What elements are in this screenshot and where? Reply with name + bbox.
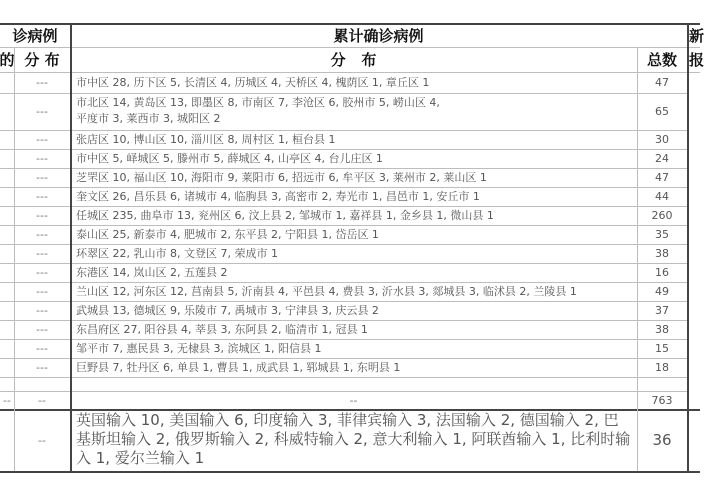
row-total: 260 [651,209,673,222]
h-rule [0,130,687,131]
row-left-distribution: --- [36,228,48,241]
row-total: 38 [655,323,669,336]
header-right-stub: 报 [689,51,704,69]
import-left-distribution: -- [38,433,46,447]
row-left-distribution: --- [36,152,48,165]
h-rule [0,320,687,321]
row-distribution [70,93,637,130]
header-left-stub: 的 [0,51,15,69]
row-distribution: 邹平市 7, 惠民县 3, 无棣县 3, 滨城区 1, 阳信县 1 [76,341,322,355]
row-distribution: 芝罘区 10, 福山区 10, 海阳市 9, 莱阳市 6, 招远市 6, 牟平区 3, 莱州市 2, 莱山区 1 [76,170,487,184]
h-rule [0,23,700,25]
row-total: 44 [655,190,669,203]
row-left-distribution: --- [36,247,48,260]
v-rule [637,47,638,471]
row-distribution-line: 平度市 3, 莱西市 3, 城阳区 2 [76,112,221,125]
h-rule [0,187,687,188]
row-total: 35 [655,228,669,241]
v-rule [14,47,15,471]
row-distribution: 任城区 235, 曲阜市 13, 兖州区 6, 汶上县 2, 邹城市 1, 嘉祥县 1, 金乡县 1, 微山县 1 [76,208,494,222]
row-distribution: 兰山区 12, 河东区 12, 莒南县 5, 沂南县 4, 平邑县 4, 费县 3, 沂水县 3, 郯城县 3, 临沭县 2, 兰陵县 1 [76,284,577,298]
row-left-distribution: --- [36,266,48,279]
row-distribution: 张店区 10, 博山区 10, 淄川区 8, 周村区 1, 桓台县 1 [76,132,336,146]
row-left-distribution: --- [36,171,48,184]
h-rule [0,149,687,150]
row-total: 16 [655,266,669,279]
sum-total: 763 [651,393,673,407]
row-left-distribution: --- [36,190,48,203]
row-left-distribution: --- [36,133,48,146]
h-rule [0,358,687,359]
h-rule [0,263,687,264]
row-total: 18 [655,361,669,374]
row-distribution-line: 市北区 14, 黄岛区 13, 即墨区 8, 市南区 7, 李沧区 6, 胶州市 5, 崂山区 4, [76,96,440,109]
header-distribution: 分 布 [330,51,377,69]
sum-distribution: -- [349,393,358,407]
row-left-distribution: --- [36,342,48,355]
row-total: 47 [655,171,669,184]
h-rule [0,301,687,302]
h-rule [0,339,687,340]
h-rule [0,244,687,245]
sum-left-distribution: -- [38,393,46,407]
h-rule [0,72,700,73]
row-total: 37 [655,304,669,317]
h-rule [0,47,700,48]
row-left-distribution: --- [36,304,48,317]
row-total: 47 [655,76,669,89]
row-distribution: 奎文区 26, 昌乐县 6, 诸城市 4, 临朐县 3, 高密市 2, 寿光市 1, 昌邑市 1, 安丘市 1 [76,189,480,203]
row-left-distribution: --- [36,361,48,374]
row-total: 49 [655,285,669,298]
h-rule [0,168,687,169]
h-rule [0,93,687,94]
sum-left-stub: -- [3,393,11,407]
header-cumulative-group: 累计确诊病例 [333,27,424,45]
header-right-group: 新 [689,27,704,45]
h-rule [0,225,687,226]
row-distribution: 东昌府区 27, 阳谷县 4, 莘县 3, 东阿县 2, 临清市 1, 冠县 1 [76,322,368,336]
row-total: 38 [655,247,669,260]
v-rule [687,23,689,471]
row-left-distribution: --- [36,323,48,336]
h-rule [0,391,687,392]
h-rule [0,471,700,473]
row-total: 30 [655,133,669,146]
h-rule [0,377,687,378]
row-left-distribution: --- [36,285,48,298]
header-left-group: 诊病例 [12,27,58,45]
row-total: 24 [655,152,669,165]
row-total: 15 [655,342,669,355]
import-distribution: 英国输入 10, 美国输入 6, 印度输入 3, 菲律宾输入 3, 法国输入 2, 德国输入 2, 巴基斯坦输入 2, 俄罗斯输入 2, 科威特输入 2, 意大利输入 1, 阿联酋输入 1, 比利时输入 1, 爱尔兰输入 1 [76,411,631,467]
h-rule [0,282,687,283]
row-distribution: 泰山区 25, 新泰市 4, 肥城市 2, 东平县 2, 宁阳县 1, 岱岳区 1 [76,227,379,241]
row-left-distribution: --- [36,76,48,89]
row-total: 65 [655,105,669,118]
header-total: 总数 [646,51,677,69]
import-total: 36 [652,431,672,449]
row-distribution: 东港区 14, 岚山区 2, 五莲县 2 [76,265,228,279]
header-left-distribution: 分 布 [24,51,60,69]
row-left-distribution: --- [36,105,48,118]
row-left-distribution: --- [36,209,48,222]
row-distribution: 市中区 5, 峄城区 5, 滕州市 5, 薛城区 4, 山亭区 4, 台儿庄区 1 [76,151,383,165]
row-distribution: 环翠区 22, 乳山市 8, 文登区 7, 荣成市 1 [76,246,278,260]
row-distribution: 武城县 13, 德城区 9, 乐陵市 7, 禹城市 3, 宁津县 3, 庆云县 2 [76,303,379,317]
row-distribution: 巨野县 7, 牡丹区 6, 单县 1, 曹县 1, 成武县 1, 郓城县 1, 东明县 1 [76,360,401,374]
h-rule [0,409,700,411]
row-distribution: 市中区 28, 历下区 5, 长清区 4, 历城区 4, 天桥区 4, 槐荫区 1, 章丘区 1 [76,75,430,89]
h-rule [0,206,687,207]
v-rule [70,23,72,471]
